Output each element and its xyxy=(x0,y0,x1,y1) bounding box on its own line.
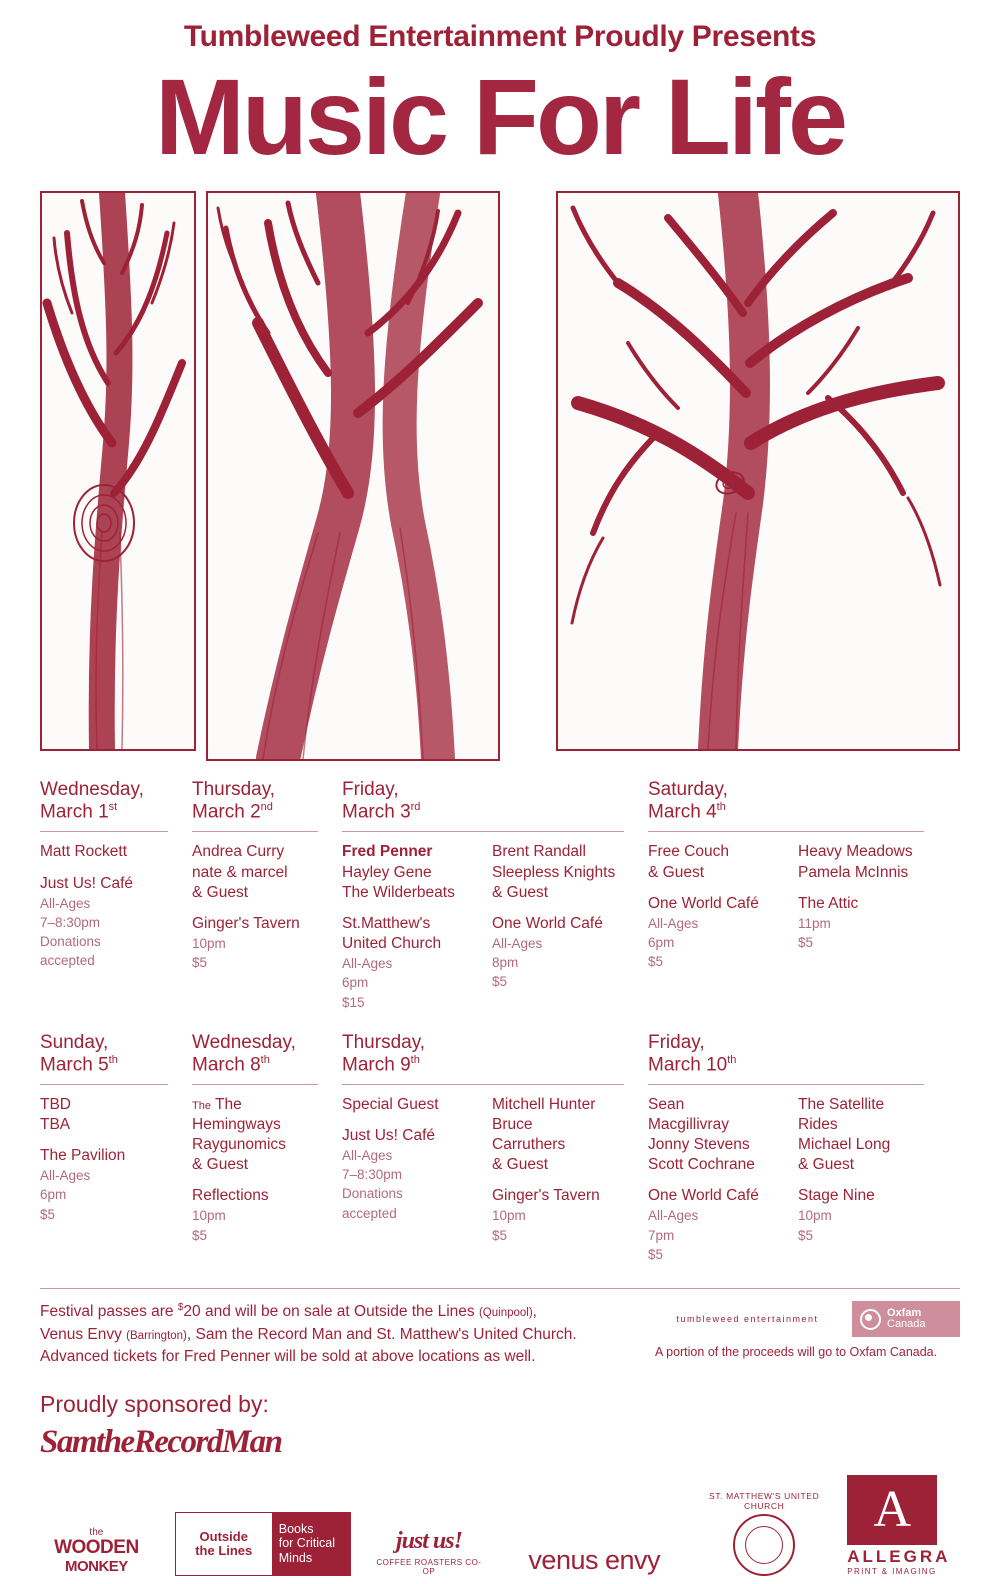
day-date: March 9 xyxy=(342,1053,411,1075)
show-meta: accepted xyxy=(40,953,95,969)
act-name: Andrea Curry xyxy=(192,843,285,861)
day-header xyxy=(342,1032,624,1085)
day-name: Friday, xyxy=(342,779,399,801)
day-date: March 2 xyxy=(192,801,261,823)
show-meta: $5 xyxy=(648,1246,664,1262)
show-entry xyxy=(192,1095,342,1245)
venue-name: Ginger's Tavern xyxy=(492,1187,600,1205)
pass-location-note: (Quinpool) xyxy=(478,1307,533,1320)
sam-the-record-man-logo: SamtheRecordMan xyxy=(40,1423,282,1460)
act-name: Macgillivray xyxy=(648,1115,729,1133)
day-date: March 4 xyxy=(648,801,717,823)
day-column-sunday-march-5 xyxy=(40,1032,192,1264)
day-ordinal: th xyxy=(727,1053,737,1066)
venue-name: Stage Nine xyxy=(798,1187,875,1205)
act-name: The Hemingways xyxy=(192,1095,281,1133)
venue-name: St.Matthew's United Church xyxy=(342,914,442,952)
sponsor-logos xyxy=(40,1424,960,1574)
outside-the-lines-logo xyxy=(175,1512,351,1576)
show-entry xyxy=(648,842,798,971)
pass-text-part: Festival passes are xyxy=(40,1303,178,1321)
show-meta: $5 xyxy=(798,935,814,951)
show-entry xyxy=(648,1095,798,1264)
act-name-headliner: Fred Penner xyxy=(342,843,433,861)
venue-name: One World Café xyxy=(492,914,603,932)
st-matthews-united-church-logo: ST. MATTHEW'S UNITED CHURCH xyxy=(703,1491,825,1576)
show-entry xyxy=(342,1095,492,1245)
proceeds-note: A portion of the proceeds will go to Oxfam Canada. xyxy=(655,1345,938,1360)
day-ordinal: th xyxy=(716,801,726,814)
day-ordinal: rd xyxy=(410,801,421,814)
act-name: & Guest xyxy=(192,1156,248,1174)
show-meta: $5 xyxy=(492,1227,508,1243)
act-name: Free Couch xyxy=(648,843,729,861)
tree-branches-illustration-left xyxy=(40,191,196,751)
show-meta: accepted xyxy=(342,1205,397,1221)
show-meta: All-Ages xyxy=(40,1168,91,1184)
show-meta: $5 xyxy=(648,954,664,970)
day-name: Thursday, xyxy=(342,1031,426,1053)
show-meta: 7–8:30pm xyxy=(40,914,101,930)
pass-price: 20 xyxy=(183,1303,201,1321)
day-ordinal: th xyxy=(410,1053,420,1066)
show-entry xyxy=(492,1095,642,1245)
day-date: March 3 xyxy=(342,801,411,823)
schedule-row-1 xyxy=(40,779,960,1011)
day-column-wednesday-march-1 xyxy=(40,779,192,1011)
outside-the-lines-tagline: Books for Critical Minds xyxy=(272,1513,350,1575)
schedule-row-2 xyxy=(40,1032,960,1264)
show-meta: $5 xyxy=(492,974,508,990)
just-us-coffee-logo: just us! COFFEE ROASTERS CO-OP xyxy=(376,1527,482,1576)
show-entry xyxy=(798,842,948,971)
act-name: Rides xyxy=(798,1115,838,1133)
show-meta: 11pm xyxy=(798,915,831,931)
act-name: & Guest xyxy=(192,883,248,901)
day-header xyxy=(648,1032,924,1085)
show-meta: All-Ages xyxy=(342,1148,393,1164)
allegra-mark-icon: A xyxy=(847,1475,937,1545)
church-rosette-icon xyxy=(733,1514,795,1576)
show-meta: $15 xyxy=(342,994,365,1010)
act-name: Sleepless Knights xyxy=(492,863,616,881)
day-column-friday-march-10 xyxy=(648,1032,948,1264)
venue-name: Just Us! Café xyxy=(342,1126,436,1144)
act-name: The Satellite xyxy=(798,1095,885,1113)
act-name: Michael Long xyxy=(798,1136,891,1154)
day-header xyxy=(40,779,168,832)
page-title: Music For Life xyxy=(154,56,846,177)
oxfam-line: Oxfam xyxy=(887,1306,922,1319)
wooden-monkey-logo: the WOODEN MONKEY xyxy=(54,1527,139,1576)
act-name: & Guest xyxy=(648,863,704,881)
day-header xyxy=(40,1032,168,1085)
day-ordinal: th xyxy=(260,1053,270,1066)
day-column-saturday-march-4 xyxy=(648,779,948,1011)
show-meta: 10pm xyxy=(192,1208,226,1224)
presents-line: Tumbleweed Entertainment Proudly Presents xyxy=(183,20,817,53)
act-name: The Wilderbeats xyxy=(342,883,455,901)
pass-text-part: Venus Envy xyxy=(40,1325,127,1343)
act-name: TBA xyxy=(40,1115,71,1133)
show-meta: Donations xyxy=(342,1186,403,1202)
act-name: nate & marcel xyxy=(192,863,288,881)
day-name: Sunday, xyxy=(40,1031,109,1053)
act-name: TBD xyxy=(40,1095,71,1113)
venue-name: The Attic xyxy=(798,894,859,912)
act-name: Brent Randall xyxy=(492,843,586,861)
show-meta: 7–8:30pm xyxy=(342,1167,403,1183)
day-name: Saturday, xyxy=(648,779,728,801)
act-name: & Guest xyxy=(798,1156,854,1174)
day-column-friday-march-3 xyxy=(342,779,648,1011)
tree-trunk-illustration-middle xyxy=(206,191,500,761)
show-meta: 10pm xyxy=(798,1208,832,1224)
day-ordinal: th xyxy=(108,1053,118,1066)
act-name: Mitchell Hunter xyxy=(492,1095,596,1113)
act-name: Bruce xyxy=(492,1115,533,1133)
tumbleweed-entertainment-logo: tumbleweed entertainment xyxy=(676,1314,819,1325)
act-name: Hayley Gene xyxy=(342,863,432,881)
footer-info xyxy=(40,1301,960,1369)
artwork-panels xyxy=(40,191,960,757)
day-header xyxy=(192,779,318,832)
footer-logos xyxy=(655,1301,960,1369)
show-meta: 10pm xyxy=(192,935,226,951)
show-meta: All-Ages xyxy=(648,1208,699,1224)
day-name: Wednesday, xyxy=(40,779,144,801)
act-name: Special Guest xyxy=(342,1095,439,1113)
day-date: March 10 xyxy=(648,1053,728,1075)
tree-canopy-illustration-right xyxy=(556,191,960,751)
allegra-print-imaging-logo: A ALLEGRA PRINT & IMAGING xyxy=(847,1475,960,1576)
day-name: Thursday, xyxy=(192,779,276,801)
show-meta: All-Ages xyxy=(492,935,543,951)
act-name: & Guest xyxy=(492,883,548,901)
venue-name: One World Café xyxy=(648,1187,759,1205)
act-name: Jonny Stevens xyxy=(648,1136,750,1154)
day-ordinal: st xyxy=(108,801,118,814)
act-name: Raygunomics xyxy=(192,1136,286,1154)
act-name: Pamela McInnis xyxy=(798,863,909,881)
venus-envy-logo: venus envy xyxy=(528,1544,661,1575)
venue-name: One World Café xyxy=(648,894,759,912)
show-entry xyxy=(342,842,492,1011)
day-column-thursday-march-9 xyxy=(342,1032,648,1264)
act-name: Carruthers xyxy=(492,1136,566,1154)
show-meta: All-Ages xyxy=(648,915,699,931)
show-entry xyxy=(798,1095,948,1264)
day-date: March 8 xyxy=(192,1053,261,1075)
day-header xyxy=(648,779,924,832)
pass-text-part: , Sam the Record Man and St. Matthew's United Church. xyxy=(186,1325,577,1343)
act-name: & Guest xyxy=(492,1156,548,1174)
act-name: Sean xyxy=(648,1095,685,1113)
show-meta: 6pm xyxy=(342,975,369,991)
act-name: Scott Cochrane xyxy=(648,1156,755,1174)
venue-name: Ginger's Tavern xyxy=(192,914,300,932)
pass-text-part: Advanced tickets for Fred Penner will be sold at above locations as well. xyxy=(40,1348,536,1366)
show-meta: 7pm xyxy=(648,1227,675,1243)
show-meta: $5 xyxy=(192,955,208,971)
show-meta: $5 xyxy=(40,1206,56,1222)
show-entry xyxy=(40,1095,190,1224)
schedule xyxy=(40,779,960,1264)
show-meta: $5 xyxy=(192,1227,208,1243)
day-header xyxy=(192,1032,318,1085)
day-name: Wednesday, xyxy=(192,1031,296,1053)
venue-name: Reflections xyxy=(192,1187,269,1205)
act-name: Matt Rockett xyxy=(40,843,127,861)
show-meta: 6pm xyxy=(40,1187,67,1203)
oxfam-mark-icon xyxy=(860,1309,881,1330)
act-name-prefix: The xyxy=(192,1099,211,1112)
day-ordinal: nd xyxy=(260,801,273,814)
footer-divider xyxy=(40,1288,960,1289)
show-meta: $5 xyxy=(798,1227,814,1243)
venue-name: Just Us! Café xyxy=(40,874,134,892)
sponsors-heading: Proudly sponsored by: xyxy=(40,1390,269,1417)
outside-the-lines-name: Outside the Lines xyxy=(176,1513,272,1575)
show-entry xyxy=(40,842,190,970)
show-entry xyxy=(192,842,342,972)
day-column-thursday-march-2 xyxy=(192,779,342,1011)
oxfam-canada-logo xyxy=(852,1301,960,1337)
show-meta: Donations xyxy=(40,934,101,950)
show-meta: 6pm xyxy=(648,935,675,951)
day-column-wednesday-march-8 xyxy=(192,1032,342,1264)
show-meta: 8pm xyxy=(492,955,519,971)
show-meta: All-Ages xyxy=(342,956,393,972)
day-name: Friday, xyxy=(648,1031,705,1053)
oxfam-line: Canada xyxy=(887,1318,926,1331)
festival-pass-text: Festival passes are $20 and will be on sale at Outside the Lines (Quinpool), Venus Envy (Barrington), Sam the Record Man and St. Matthew's United Church. Advanced tickets for Fred Penner will be sold at above locations as well. xyxy=(40,1302,577,1366)
pass-text-part: and will be on sale at Outside the Lines xyxy=(200,1303,479,1321)
venue-name: The Pavilion xyxy=(40,1147,126,1165)
day-date: March 5 xyxy=(40,1053,109,1075)
show-meta: All-Ages xyxy=(40,895,91,911)
day-date: March 1 xyxy=(40,801,109,823)
day-header xyxy=(342,779,624,832)
show-entry xyxy=(492,842,642,1011)
show-meta: 10pm xyxy=(492,1208,526,1224)
act-name: Heavy Meadows xyxy=(798,843,913,861)
pass-location-note: (Barrington) xyxy=(126,1329,187,1342)
